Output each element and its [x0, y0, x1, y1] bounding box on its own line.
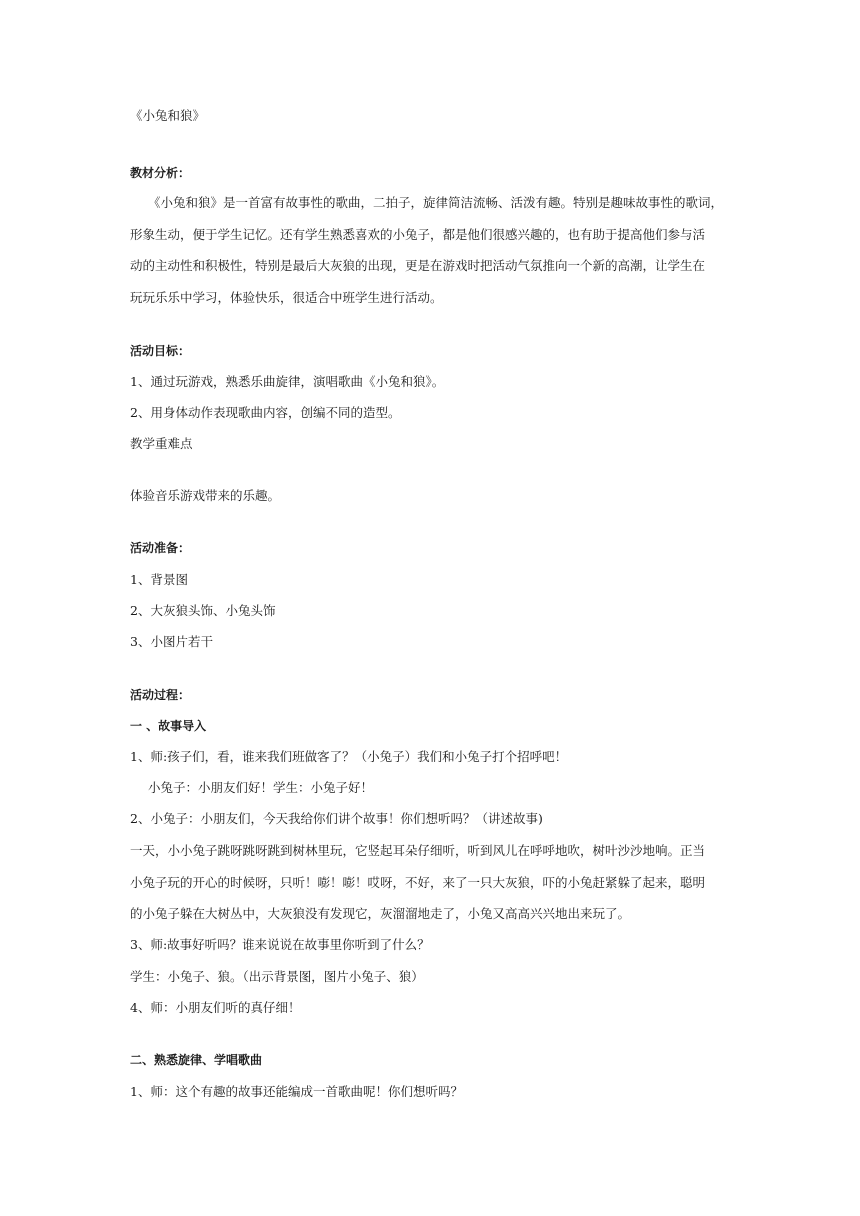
story-line: 一天，小小兔子跳呀跳呀跳到树林里玩，它竖起耳朵仔细听，听到风儿在呼呼地吹，树叶沙沙地响。正当 — [130, 843, 706, 858]
analysis-line: 《小兔和狼》是一首富有故事性的歌曲，二拍子，旋律简洁流畅、活泼有趣。特别是趣味故事性的歌词， — [148, 195, 724, 210]
prep-item: 1、背景图 — [130, 572, 188, 587]
goal-item: 2、用身体动作表现歌曲内容，创编不同的造型。 — [130, 405, 401, 420]
goal-item: 1、通过玩游戏，熟悉乐曲旋律，演唱歌曲《小兔和狼》。 — [130, 374, 445, 389]
process-heading: 活动过程： — [130, 688, 191, 702]
step-line: 2、小兔子：小朋友们，今天我给你们讲个故事！你们想听吗？（讲述故事) — [130, 811, 543, 826]
step-heading: 二、熟悉旋律、学唱歌曲 — [130, 1053, 263, 1067]
step-heading: 一 、故事导入 — [130, 719, 207, 733]
step-line: 1、师：这个有趣的故事还能编成一首歌曲呢！你们想听吗？ — [130, 1084, 463, 1099]
analysis-line: 玩玩乐乐中学习，体验快乐，很适合中班学生进行活动。 — [130, 290, 443, 305]
story-line: 的小兔子躲在大树丛中，大灰狼没有发现它，灰溜溜地走了，小兔又高高兴兴地出来玩了。 — [130, 906, 631, 921]
step-line: 3、师:故事好听吗？谁来说说在故事里你听到了什么？ — [130, 937, 430, 952]
document-title: 《小兔和狼》 — [130, 108, 206, 123]
step-line: 4、师：小朋友们听的真仔细！ — [130, 1000, 301, 1015]
key-points-label: 教学重难点 — [130, 436, 193, 451]
prep-item: 3、小图片若干 — [130, 634, 213, 649]
story-line: 小兔子玩的开心的时候呀，只听！嘭！嘭！哎呀，不好，来了一只大灰狼，吓的小兔赶紧躲了起来，聪明 — [130, 875, 706, 890]
step-line: 小兔子：小朋友们好！学生：小兔子好！ — [148, 780, 374, 795]
key-points-text: 体验音乐游戏带来的乐趣。 — [130, 488, 281, 503]
prep-item: 2、大灰狼头饰、小兔头饰 — [130, 603, 276, 618]
step-line: 学生：小兔子、狼。（出示背景图，图片小兔子、狼） — [130, 969, 424, 984]
analysis-heading: 教材分析： — [130, 166, 191, 180]
analysis-line: 形象生动，便于学生记忆。还有学生熟悉喜欢的小兔子，都是他们很感兴趣的，也有助于提高他们参与活 — [130, 227, 706, 242]
goals-heading: 活动目标： — [130, 344, 191, 358]
step-line: 1、师:孩子们，看，谁来我们班做客了？（小兔子）我们和小兔子打个招呼吧！ — [130, 749, 568, 764]
prep-heading: 活动准备： — [130, 541, 191, 555]
analysis-line: 动的主动性和积极性，特别是最后大灰狼的出现，更是在游戏时把活动气氛推向一个新的高潮，让学生在 — [130, 258, 706, 273]
